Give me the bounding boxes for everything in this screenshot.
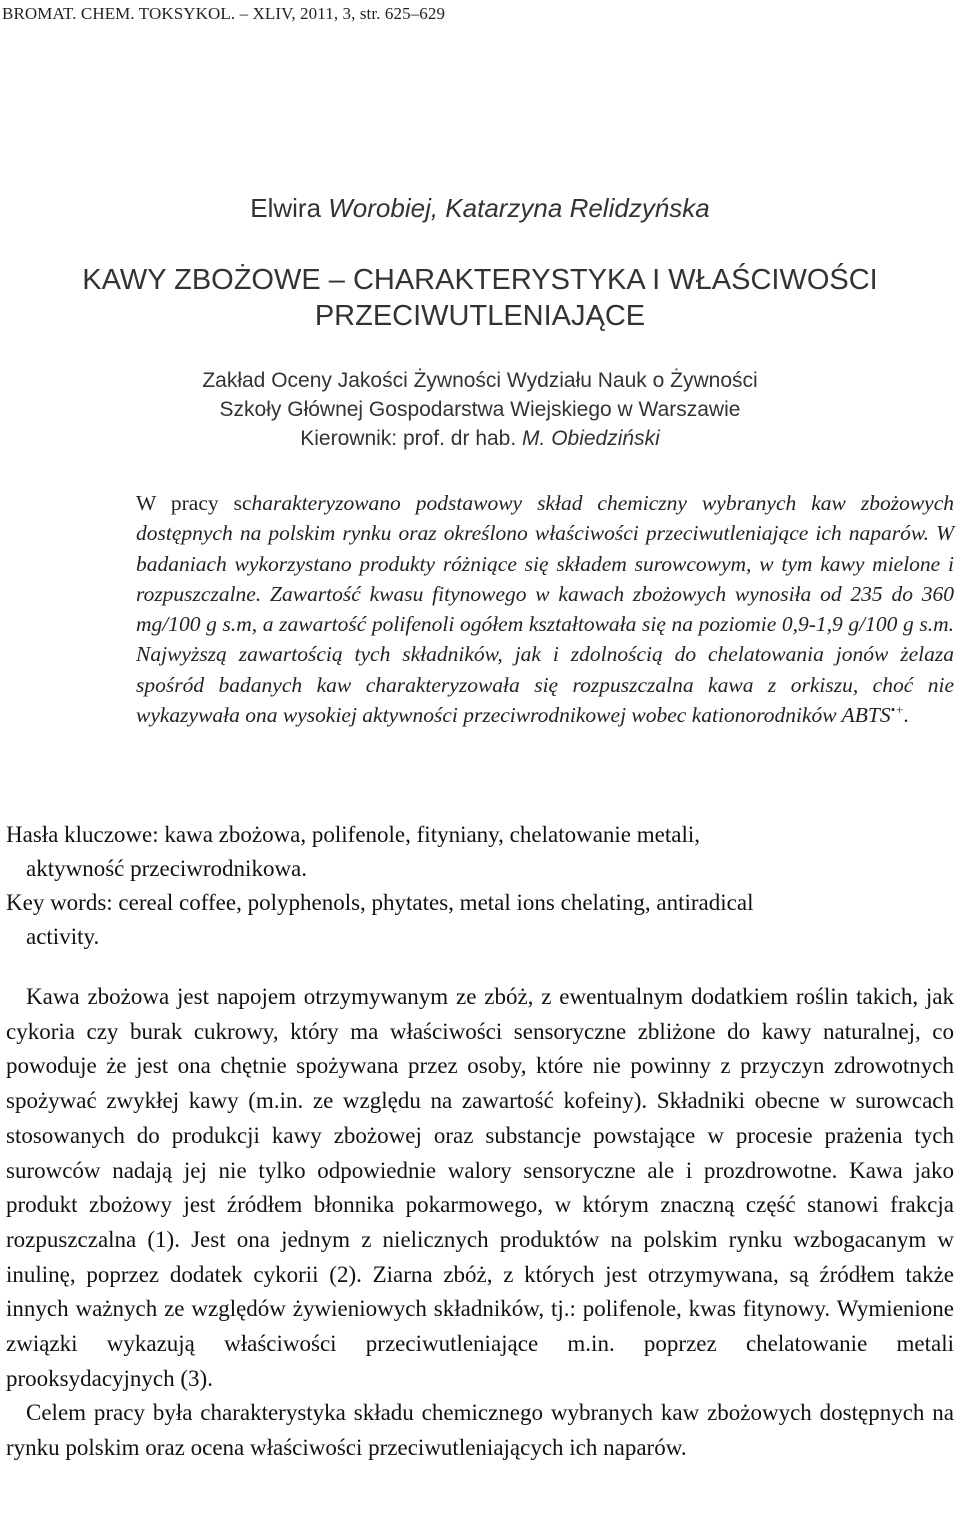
affiliation [0, 366, 960, 453]
running-head: BROMAT. CHEM. TOKSYKOL. – XLIV, 2011, 3, str. 625–629 [2, 4, 446, 23]
affiliation-line-2: Szkoły Głównej Gospodarstwa Wiejskiego w Warszawie [219, 398, 741, 421]
department-head [0, 424, 960, 453]
article-title [0, 262, 960, 334]
keywords-polish-line-2: aktywność przeciwrodnikowa. [26, 856, 308, 881]
title-line-1: KAWY ZBOŻOWE – CHARAKTERYSTYKA I WŁAŚCIWOŚCI [82, 264, 878, 296]
keywords-section [6, 818, 954, 954]
author-first-name: Elwira [250, 193, 329, 223]
affiliation-line-1: Zakład Oceny Jakości Żywności Wydziału Nauk o Żywności [202, 369, 758, 392]
body-text [6, 980, 954, 1466]
abstract-superscript: •+ [890, 702, 904, 717]
abstract-lead: W pracy sc [136, 491, 252, 515]
keywords-english [6, 886, 954, 954]
head-name: M. Obiedziński [522, 427, 660, 450]
title-line-2: PRZECIWUTLENIAJĄCE [314, 300, 646, 332]
keywords-polish [6, 818, 954, 886]
abstract-text: harakteryzowano podstawowy skład chemiczny wybranych kaw zbożowych dostępnych na polskim rynku oraz określono właściwości przeciwutleniające ich naparów. W badaniach wykorzystano produkty różniące się składem surowcowym, w tym kawy mielone i rozpuszczalne. Zawartość kwasu fitynowego w kawach zbożowych wynosiła od 235 do 360 mg/100 g s.m, a zawartość polifenoli ogółem kształtowała się na poziomie 0,9-1,9 g/100 g s.m. Najwyższą zawartością tych składników, jak i zdolnością do chelatowania jonów żelaza spośród badanych kaw charakteryzowała się rozpuszczalna kawa z orkiszu, choć nie wykazywała ona wysokiej aktywności przeciwrodnikowej wobec kationorodników ABTS [136, 491, 955, 728]
keywords-polish-line-1: Hasła kluczowe: kawa zbożowa, polifenole, fityniany, chelatowanie metali, [6, 822, 700, 847]
authors [0, 193, 960, 224]
abstract [136, 488, 954, 730]
keywords-english-line-2: activity. [26, 924, 100, 949]
author-names-rest: Worobiej, Katarzyna Relidzyńska [328, 193, 710, 223]
keywords-english-line-1: Key words: cereal coffee, polyphenols, phytates, metal ions chelating, antiradical [6, 890, 754, 915]
abstract-end: . [903, 703, 910, 728]
body-paragraph-1: Kawa zbożowa jest napojem otrzymywanym ze zbóż, z ewentualnym dodatkiem roślin takich, jak cykoria czy burak cukrowy, który ma właściwości sensoryczne zbliżone do kawy naturalnej, co powoduje że jest ona chętnie spożywana przez osoby, które nie powinny z przyczyn zdrowotnych spożywać zwykłej kawy (m.in. ze względu na zawartość kofeiny). Składniki obecne w surowcach stosowanych do produkcji kawy zbożowej oraz substancje powstające w procesie prażenia tych surowców nadają jej nie tylko odpowiednie walory sensoryczne ale i prozdrowotne. Kawa jako produkt zbożowy jest źródłem błonnika pokarmowego, w którym znaczną część stanowi frakcja rozpuszczalna (1). Jest ona jednym z nielicznych produktów na polskim rynku wzbogacanym w inulinę, poprzez dodatek cykorii (2). Ziarna zbóż, z których jest otrzymywana, są źródłem także innych ważnych ze względów żywieniowych składników, tj.: polifenole, kwas fitynowy. Wymienione związki wykazują właściwości przeciwutleniające m.in. poprzez chelatowanie metali prooksydacyjnych (3). [6, 984, 954, 1391]
head-label: Kierownik: prof. dr hab. [300, 427, 523, 450]
body-paragraph-2: Celem pracy była charakterystyka składu chemicznego wybranych kaw zbożowych dostępnych na rynku polskim oraz ocena właściwości przeciwutleniających ich naparów. [6, 1400, 954, 1461]
